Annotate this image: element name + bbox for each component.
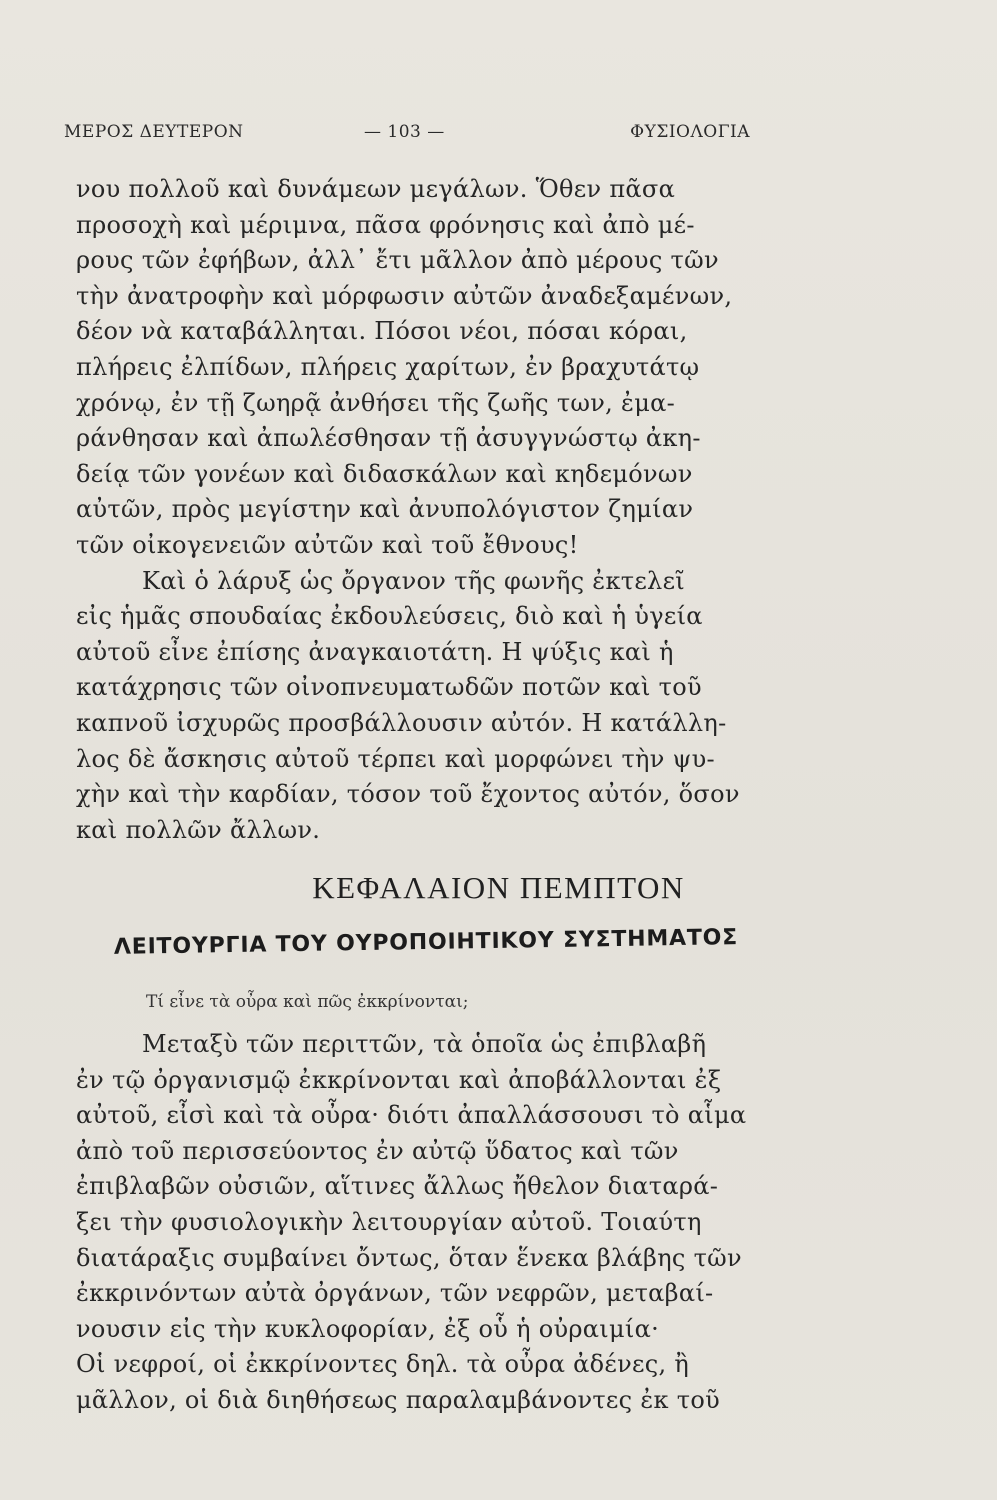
text-line: καὶ πολλῶν ἄλλων.: [76, 815, 321, 844]
page-header: [64, 122, 750, 152]
text-line: ξει τὴν φυσιολογικὴν λειτουργίαν αὐτοῦ. Τοιαύτη: [76, 1207, 702, 1236]
page-number: — 103 —: [364, 122, 445, 142]
text-line: αὐτοῦ, εἶσὶ καὶ τὰ οὖρα· διότι ἀπαλλάσσουσι τὸ αἷμα: [76, 1101, 747, 1130]
chapter-title: ΚΕΦΑΛΑΙΟΝ ΠΕΜΠΤΟΝ: [312, 870, 685, 905]
section-title: ΛΕΙΤΟΥΡΓΙΑ ΤΟΥ ΟΥΡΟΠΟΙΗΤΙΚΟΥ ΣΥΣΤΗΜΑΤΟΣ: [113, 925, 739, 960]
body-text-bottom: [76, 1027, 766, 1419]
text-line: ἐν τῷ ὀργανισμῷ ἐκκρίνονται καὶ ἀποβάλλονται ἐξ: [76, 1065, 722, 1094]
text-line: λος δὲ ἄσκησις αὐτοῦ τέρπει καὶ μορφώνει τὴν ψυ-: [76, 744, 715, 773]
text-line: ράνθησαν καὶ ἀπωλέσθησαν τῇ ἀσυγγνώστῳ ἀκη-: [76, 424, 701, 453]
text-line: ἀπὸ τοῦ περισσεύοντος ἐν αὐτῷ ὕδατος καὶ τῶν: [76, 1136, 679, 1165]
text-line: πλήρεις ἐλπίδων, πλήρεις χαρίτων, ἐν βραχυτάτῳ: [76, 352, 700, 381]
text-line: καπνοῦ ἰσχυρῶς προσβάλλουσιν αὐτόν. Η κατάλλη-: [76, 708, 727, 737]
text-line: ρους τῶν ἐφήβων, ἀλλ᾽ ἔτι μᾶλλον ἀπὸ μέρους τῶν: [76, 246, 719, 275]
text-line: τὴν ἀνατροφὴν καὶ μόρφωσιν αὐτῶν ἀναδεξαμένων,: [76, 281, 733, 310]
text-line: προσοχὴ καὶ μέριμνα, πᾶσα φρόνησις καὶ ἀπὸ μέ-: [76, 210, 695, 239]
text-line: νου πολλοῦ καὶ δυνάμεων μεγάλων. Ὅθεν πᾶσα: [76, 175, 676, 203]
text-line: αὐτῶν, πρὸς μεγίστην καὶ ἀνυπολόγιστον ζημίαν: [76, 495, 694, 524]
text-line: δέον νὰ καταβάλληται. Πόσοι νέοι, πόσαι κόραι,: [76, 317, 688, 346]
text-line: τῶν οἰκογενειῶν αὐτῶν καὶ τοῦ ἔθνους!: [76, 530, 579, 559]
part-heading: ΜΕΡΟΣ ΔΕΥΤΕΡΟΝ: [64, 122, 244, 142]
text-line: διατάραξις συμβαίνει ὄντως, ὅταν ἕνεκα βλάβης τῶν: [76, 1243, 742, 1272]
text-line: Μεταξὺ τῶν περιττῶν, τὰ ὁποῖα ὡς ἐπιβλαβῆ: [142, 1030, 707, 1058]
text-line: ἐκκρινόντων αὐτὰ ὀργάνων, τῶν νεφρῶν, μεταβαί-: [76, 1279, 714, 1308]
text-line: χὴν καὶ τὴν καρδίαν, τόσον τοῦ ἔχοντος αὐτόν, ὅσον: [76, 780, 740, 809]
subject-heading: ΦΥΣΙΟΛΟΓΙΑ: [630, 122, 750, 142]
question-subheading: Τί εἶνε τὰ οὖρα καὶ πῶς ἐκκρίνονται;: [146, 992, 469, 1012]
text-line: εἰς ἡμᾶς σπουδαίας ἐκδουλεύσεις, διὸ καὶ ἡ ὑγεία: [76, 602, 703, 631]
text-line: δείᾳ τῶν γονέων καὶ διδασκάλων καὶ κηδεμόνων: [76, 459, 693, 488]
text-line: αὐτοῦ εἶνε ἐπίσης ἀναγκαιοτάτη. Η ψύξις καὶ ἡ: [76, 637, 674, 666]
text-line: κατάχρησις τῶν οἰνοπνευματωδῶν ποτῶν καὶ τοῦ: [76, 673, 702, 702]
text-line: ἐπιβλαβῶν οὐσιῶν, αἵτινες ἄλλως ἤθελον διαταρά-: [76, 1172, 719, 1201]
text-line: νουσιν εἰς τὴν κυκλοφορίαν, ἐξ οὗ ἡ οὐραιμία·: [76, 1314, 660, 1343]
text-line: Καὶ ὁ λάρυξ ὡς ὄργανον τῆς φωνῆς ἐκτελεῖ: [142, 566, 686, 595]
text-line: Οἱ νεφροί, οἱ ἐκκρίνοντες δηλ. τὰ οὖρα ἀδένες, ἢ: [76, 1350, 690, 1379]
text-line: χρόνῳ, ἐν τῇ ζωηρᾷ ἀνθήσει τῆς ζωῆς των, ἐμα-: [76, 388, 676, 417]
body-text-top: [76, 172, 766, 848]
text-line: μᾶλλον, οἱ διὰ διηθήσεως παραλαμβάνοντες ἐκ τοῦ: [76, 1385, 720, 1414]
